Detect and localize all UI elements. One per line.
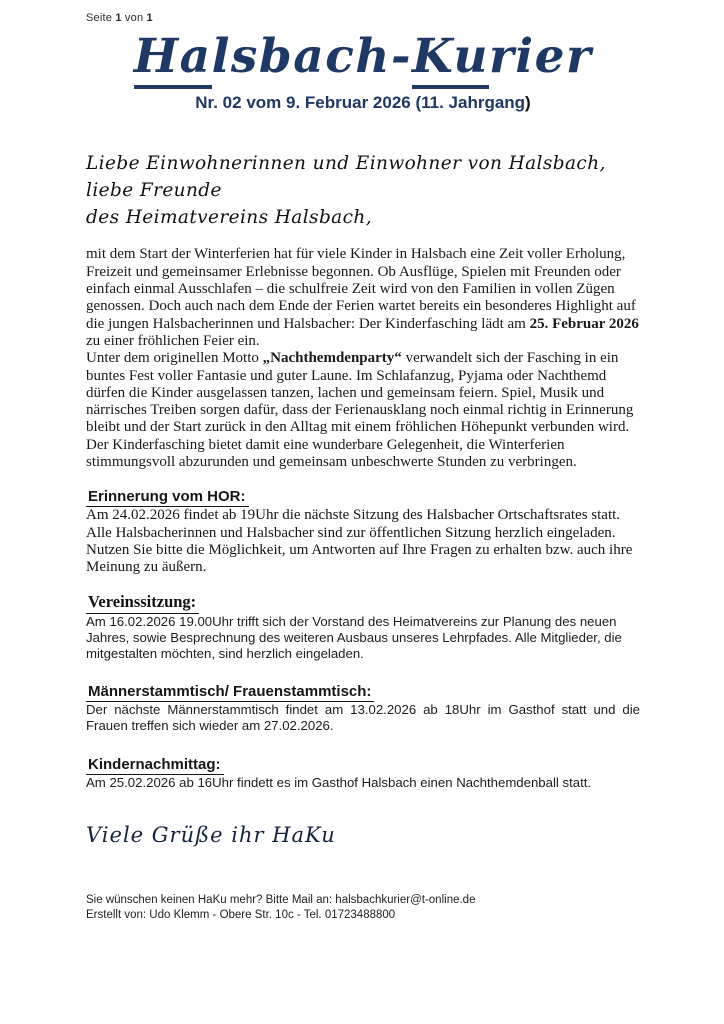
greeting-line-2: des Heimatvereins Halsbach, (86, 206, 372, 228)
title-underlined-ku: Ku (412, 29, 489, 89)
section-heading-kindernachmittag (86, 756, 640, 775)
section-vereinssitzung (86, 592, 640, 663)
section-stammtisch (86, 683, 640, 734)
section-erinnerung-hor (86, 488, 640, 576)
section-heading-kindernachmittag-text: Kindernachmittag: (86, 756, 224, 775)
section-body-kindernachmittag: Am 25.02.2026 ab 16Uhr findett es im Gasthof Halsbach einen Nachthemdenball statt. (86, 774, 592, 790)
page-number-current: 1 (115, 12, 122, 24)
title-end: rier (489, 29, 593, 84)
section-heading-stammtisch (86, 683, 640, 702)
title-underlined-ha: Ha (134, 29, 212, 89)
section-kindernachmittag (86, 756, 640, 791)
title-mid: lsbach- (211, 29, 412, 84)
newsletter-title (86, 30, 640, 84)
intro-paragraph-2 (86, 350, 640, 471)
masthead (86, 30, 640, 113)
page-number-total: 1 (146, 12, 153, 24)
section-body-erinnerung-hor: Am 24.02.2026 findet ab 19Uhr die nächste Sitzung des Halsbacher Ortschaftsrates statt. Alle Halsbacherinnen und Halsbacher sind zur öffentlichen Sitzung herzlich eingeladen. Nutzen Sie bitte die Möglichkeit, um Antworten auf Ihre Fragen zu erhalten bzw. auch ihre Meinung zu äußern. (86, 507, 633, 576)
section-heading-vereinssitzung-text: Vereinssitzung: (86, 592, 199, 614)
page-counter-text: Seite (86, 12, 116, 24)
issue-line (86, 93, 640, 113)
intro-paragraph-1 (86, 246, 640, 350)
intro-p2-text: Unter dem originellen Motto (86, 350, 263, 367)
section-heading-vereinssitzung (86, 592, 640, 614)
issue-text: Nr. 02 vom 9. Februar 2026 (11. Jahrgang (195, 93, 526, 113)
section-heading-erinnerung-hor-text: Erinnerung vom HOR: (86, 488, 249, 507)
intro-p2-bold-motto: „Nachthemdenparty“ (262, 350, 402, 367)
section-body-vereinssitzung: Am 16.02.2026 19.00Uhr trifft sich der Vorstand des Heimatvereins zur Planung des neuen Jahres, sowie Besprechnung des weiteren Ausbaus unseres Lehrpfades. Alle Mitglieder, die mitgestalten möchten, sind herzlich eingeladen. (86, 613, 622, 661)
greeting (86, 151, 640, 231)
footer (86, 893, 640, 923)
greeting-line-1: Liebe Einwohnerinnen und Einwohner von Halsbach, liebe Freunde (86, 153, 606, 201)
issue-paren: ) (525, 93, 531, 113)
intro-p1-text: mit dem Start der Winterferien hat für viele Kinder in Halsbach eine Zeit voller Erholung, Freizeit und gemeinsamer Erlebnisse begonnen. Ob Ausflüge, Spielen mit Freunden oder einfach einmal Ausschlafen – die schulfreie Zeit wird von den Familien in vollen Zügen genossen. Doch auch nach dem Ende der Ferien wartet bereits ein besonderes Highlight auf die jungen Halsbacherinnen und Halsbacher: Der Kinderfasching lädt am (86, 246, 636, 332)
section-heading-erinnerung-hor (86, 488, 640, 507)
section-body-stammtisch: Der nächste Männerstammtisch findet am 13.02.2026 ab 18Uhr im Gasthof statt und die Frauen treffen sich wieder am 27.02.2026. (86, 702, 640, 734)
closing-signature: Viele Grüße ihr HaKu (86, 822, 336, 847)
intro-p1-text-end: zu einer fröhlichen Feier ein. (86, 332, 260, 349)
section-heading-stammtisch-text: Männerstammtisch/ Frauenstammtisch: (86, 683, 374, 702)
page-counter-sep: von (121, 12, 147, 24)
intro-text (86, 246, 640, 471)
page-counter (86, 12, 640, 24)
intro-p1-bold-date: 25. Februar 2026 (529, 315, 639, 332)
footer-contact-line: Erstellt von: Udo Klemm - Obere Str. 10c - Tel. 01723488800 (86, 908, 396, 921)
intro-p2-text-end: verwandelt sich der Fasching in ein buntes Fest voller Fantasie und guter Laune. Im Schlafanzug, Pyjama oder Nachthemd dürfen die Kinder ausgelassen tanzen, lachen und gemeinsam feiern. Spiel, Musik und närrisches Treiben sorgen dafür, dass der Ferienausklang noch einmal richtig in Erinnerung bleibt und der Start zurück in den Alltag mit einem fröhlichen Höhepunkt verbunden wird. Der Kinderfasching bietet damit eine wunderbare Gelegenheit, die Winterferien stimmungsvoll abzurunden und gemeinsam unbeschwerte Stunden zu verbringen. (86, 350, 634, 471)
footer-unsubscribe-line: Sie wünschen keinen HaKu mehr? Bitte Mail an: halsbachkurier@t-online.de (86, 893, 476, 906)
